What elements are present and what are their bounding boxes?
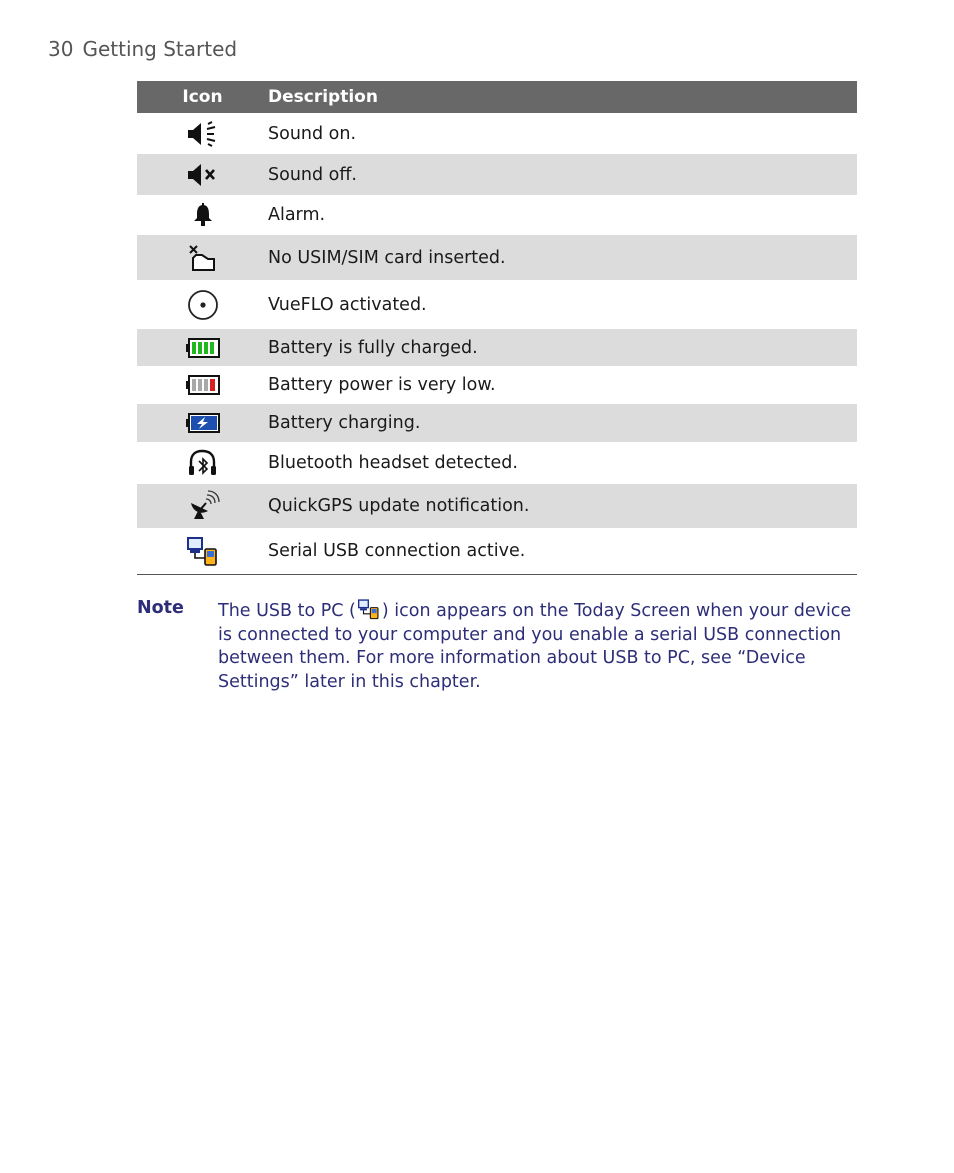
row-description: Bluetooth headset detected. <box>268 453 518 473</box>
note-label: Note <box>137 598 184 618</box>
note-text-before-icon: The USB to PC ( <box>218 601 356 621</box>
sound-on-icon <box>186 120 220 148</box>
alarm-bell-icon <box>190 202 216 228</box>
bluetooth-headset-icon <box>186 447 220 479</box>
row-description: Battery is fully charged. <box>268 329 857 366</box>
status-icon-table <box>137 81 857 575</box>
table-row <box>137 113 857 154</box>
note-body <box>218 598 858 694</box>
no-sim-icon <box>186 243 220 273</box>
serial-usb-icon <box>186 535 220 567</box>
row-description: VueFLO activated. <box>268 294 427 315</box>
table-row <box>137 235 857 280</box>
table-row <box>137 366 857 404</box>
row-description: Sound off. <box>268 154 857 195</box>
table-header-row <box>137 81 857 113</box>
row-description: Serial USB connection active. <box>268 528 857 574</box>
row-description: QuickGPS update notification. <box>268 484 857 528</box>
column-header-icon: Icon <box>137 81 268 113</box>
table-row <box>137 329 857 366</box>
row-description: No USIM/SIM card inserted. <box>268 235 857 280</box>
row-description: Alarm. <box>268 205 326 225</box>
column-header-description: Description <box>268 81 857 113</box>
row-description: Battery power is very low. <box>268 375 496 395</box>
page-number: 30 <box>48 37 74 61</box>
row-description: Sound on. <box>268 123 357 144</box>
section-title: Getting Started <box>82 37 238 61</box>
table-row <box>137 484 857 528</box>
table-row <box>137 280 857 329</box>
quickgps-icon <box>186 490 220 522</box>
table-row <box>137 528 857 574</box>
table-row <box>137 442 857 484</box>
usb-to-pc-icon <box>356 598 382 620</box>
table-row <box>137 154 857 195</box>
vueflo-icon <box>186 288 220 322</box>
row-description: Battery charging. <box>268 404 857 442</box>
battery-charging-icon <box>186 412 220 434</box>
battery-full-icon <box>186 337 220 359</box>
sound-off-icon <box>186 161 220 189</box>
table-row <box>137 404 857 442</box>
table-row <box>137 195 857 235</box>
page-header <box>48 37 246 61</box>
note-text-after-icon: ) icon appears on the Today Screen when your device is connected to your computer and you enable a serial USB connection between them. For more information about USB to PC, see “Device Settings” later in this chapter. <box>218 601 852 692</box>
battery-low-icon <box>186 374 220 396</box>
